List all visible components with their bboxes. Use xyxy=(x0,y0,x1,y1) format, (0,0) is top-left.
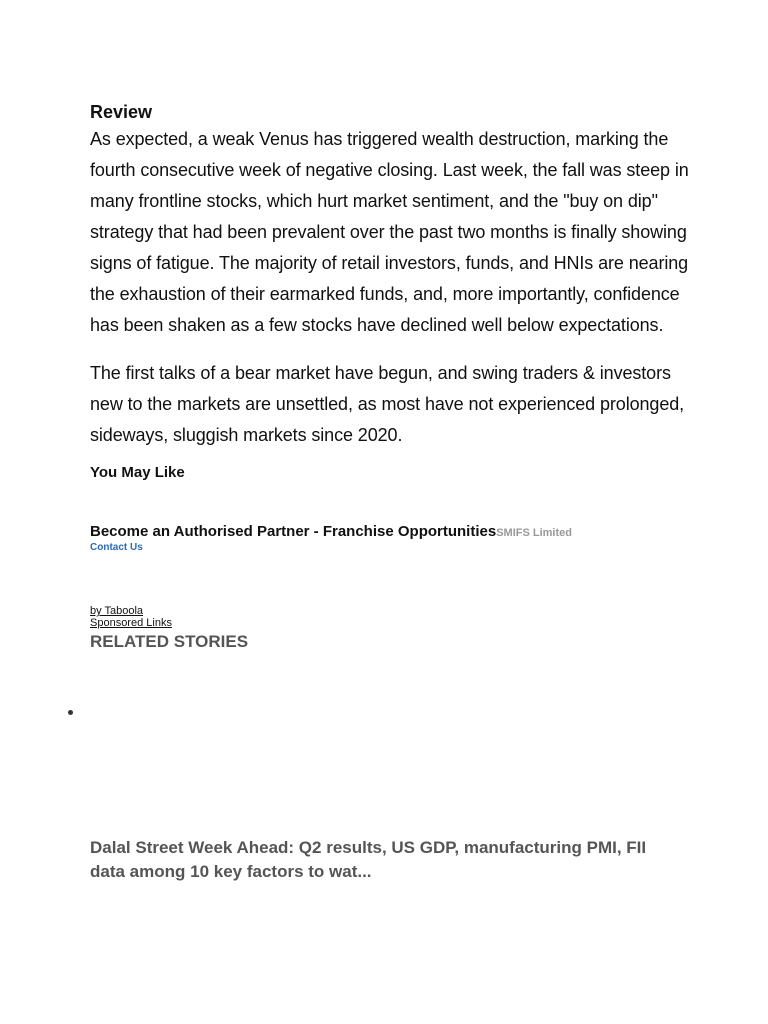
related-story-link[interactable]: Dalal Street Week Ahead: Q2 results, US GDP, manufacturing PMI, FII data among 10 key factors to wat... xyxy=(90,838,647,881)
related-stories-heading: RELATED STORIES xyxy=(90,632,249,651)
list-bullet xyxy=(68,710,73,715)
sponsored-title-link[interactable]: Become an Authorised Partner - Franchise Opportunities xyxy=(90,523,497,540)
you-may-like-heading: You May Like xyxy=(90,464,185,481)
taboola-attribution xyxy=(90,605,690,629)
by-taboola-link[interactable]: by Taboola xyxy=(90,605,144,617)
article-paragraph: As expected, a weak Venus has triggered wealth destruction, marking the fourth consecutive week of negative closing. Last week, the fall was steep in many frontline stocks, which hurt market sentiment, and the "buy on dip" strategy that had been prevalent over the past two months is finally showing signs of fatigue. The majority of retail investors, funds, and HNIs are nearing the exhaustion of their earmarked funds, and, more importantly, confidence has been shaken as a few stocks have declined well below expectations. xyxy=(90,129,689,335)
contact-us-link[interactable]: Contact Us xyxy=(90,542,143,553)
article-paragraph: The first talks of a bear market have begun, and swing traders & investors new to the markets are unsettled, as most have not experienced prolonged, sideways, sluggish markets since 2020. xyxy=(90,363,685,445)
article-content xyxy=(90,100,690,653)
sponsored-links-link[interactable]: Sponsored Links xyxy=(90,617,172,629)
sponsored-item xyxy=(90,523,690,553)
review-heading: Review xyxy=(90,102,153,122)
sponsored-source: SMIFS Limited xyxy=(496,527,572,539)
